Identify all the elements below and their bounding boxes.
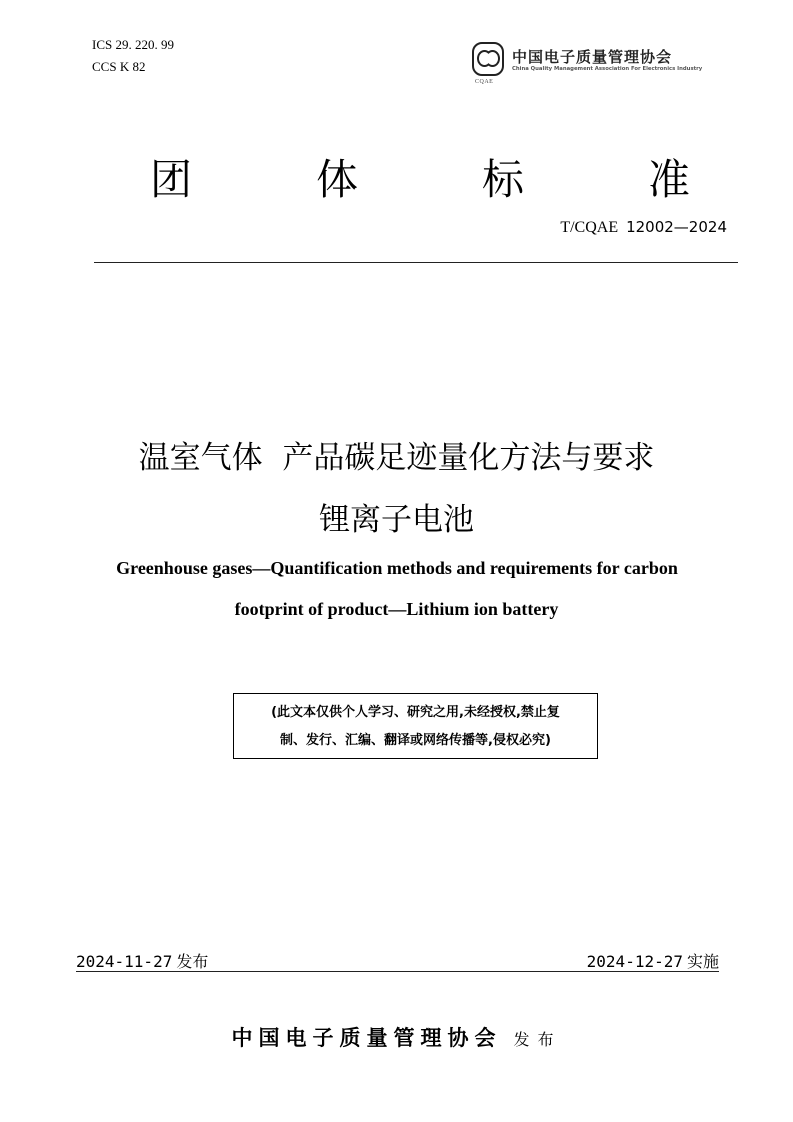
publish-date-value: 2024-11-27 xyxy=(76,952,173,971)
publish-date-label: 发布 xyxy=(176,952,209,971)
document-type-heading xyxy=(150,152,690,208)
ccs-code: CCS K 82 xyxy=(92,59,146,74)
standard-code-prefix: T/CQAE xyxy=(560,219,619,236)
title-cn-line1: 温室气体 产品碳足迹量化方法与要求 xyxy=(138,440,655,476)
title-cn-line2: 锂离子电池 xyxy=(319,502,474,538)
title-en-line2: footprint of product—Lithium ion battery xyxy=(234,599,559,619)
implement-date-value: 2024-12-27 xyxy=(586,952,683,971)
publish-date xyxy=(76,949,208,972)
logo-name-cn: 中国电子质量管理协会 xyxy=(512,48,673,66)
publisher-line xyxy=(0,1022,793,1052)
ics-code: ICS 29. 220. 99 xyxy=(92,37,174,52)
footer-divider xyxy=(76,971,719,972)
header-divider xyxy=(94,262,738,263)
organization-logo xyxy=(472,42,712,90)
implement-date-label: 实施 xyxy=(686,952,719,971)
classification-codes xyxy=(92,34,174,78)
notice-line1: (此文本仅供个人学习、研究之用,未经授权,禁止复 xyxy=(271,705,560,720)
logo-name-en: China Quality Management Association For Electronics Industry xyxy=(512,66,703,72)
cqae-logo-icon xyxy=(472,42,504,76)
doc-type-char: 团 xyxy=(150,155,193,204)
doc-type-char: 体 xyxy=(315,155,358,204)
logo-abbr: CQAE xyxy=(475,79,494,85)
standard-code xyxy=(560,218,727,237)
copyright-notice-box xyxy=(233,693,598,759)
notice-line2: 制、发行、汇编、翻译或网络传播等,侵权必究) xyxy=(280,733,551,748)
title-en-line1: Greenhouse gases—Quantification methods and requirements for carbon xyxy=(116,558,678,578)
standard-code-number: 12002—2024 xyxy=(626,218,727,236)
publisher-action: 发布 xyxy=(513,1032,562,1049)
doc-type-char: 准 xyxy=(647,155,690,204)
doc-type-char: 标 xyxy=(481,155,524,204)
publisher-org: 中国电子质量管理协会 xyxy=(231,1026,502,1050)
implement-date xyxy=(587,949,719,972)
